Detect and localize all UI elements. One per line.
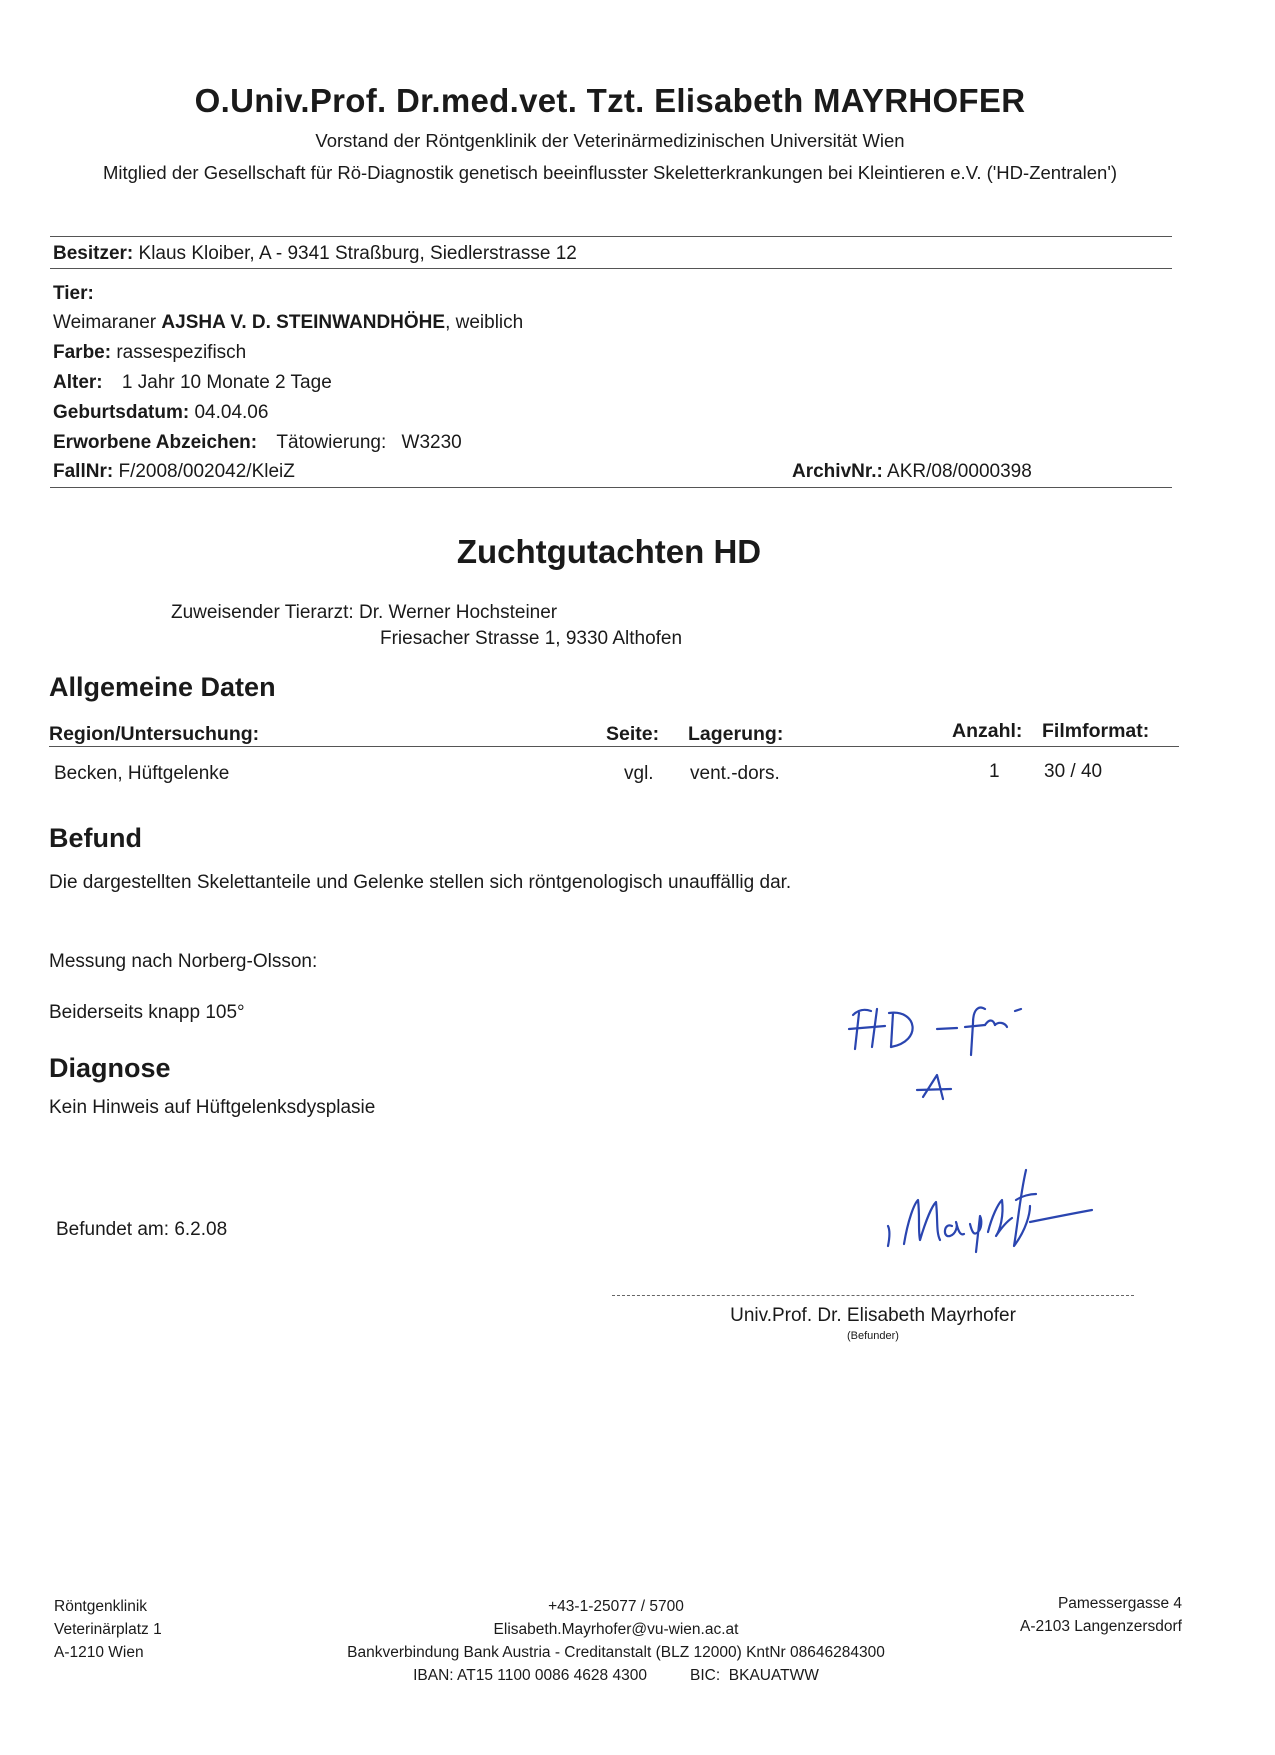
footer-clinic: Röntgenklinik: [54, 1598, 148, 1615]
findings-text: Die dargestellten Skelettanteile und Gelenke stellen sich röntgenologisch unauffällig dar.: [49, 872, 792, 893]
handwritten-note: [845, 995, 1065, 1125]
marks-line: [53, 432, 462, 454]
column-position: Lagerung:: [688, 723, 784, 745]
age-line: [53, 372, 332, 394]
dob-label: Geburtsdatum:: [53, 402, 190, 423]
footer-right: [950, 1592, 1182, 1638]
signer-name: Univ.Prof. Dr. Elisabeth Mayrhofer: [730, 1305, 1016, 1326]
measurement-label: Messung nach Norberg-Olsson:: [49, 951, 318, 972]
age-label: Alter:: [53, 372, 103, 393]
signer-role: (Befunder): [847, 1330, 899, 1342]
footer-city: A-1210 Wien: [54, 1644, 144, 1661]
row-region: Becken, Hüftgelenke: [54, 763, 230, 784]
column-side: Seite:: [606, 723, 660, 745]
row-position: vent.-dors.: [690, 763, 780, 784]
signature-line: [612, 1295, 1134, 1296]
footer-phone: +43-1-25077 / 5700: [548, 1598, 684, 1615]
measurement-value: Beiderseits knapp 105°: [49, 1002, 245, 1023]
column-film-format: Filmformat:: [1042, 720, 1150, 742]
footer-center: [256, 1595, 976, 1687]
case-value: F/2008/002042/KleiZ: [118, 461, 295, 482]
column-count: Anzahl:: [952, 720, 1023, 742]
footer-left: [54, 1595, 162, 1664]
footer-street: Veterinärplatz 1: [54, 1621, 162, 1638]
report-title: Zuchtgutachten HD: [456, 533, 762, 570]
color-label: Farbe:: [53, 342, 112, 363]
report-date-value: 6.2.08: [174, 1219, 228, 1240]
archive-label: ArchivNr.:: [792, 461, 883, 482]
animal-label: Tier:: [53, 283, 94, 304]
signature: [880, 1160, 1095, 1255]
diagnosis-text: Kein Hinweis auf Hüftgelenksdysplasie: [49, 1097, 376, 1118]
marks-value: W3230: [401, 432, 462, 453]
header-subtitle: Vorstand der Röntgenklinik der Veterinärmedizinischen Universität Wien: [315, 130, 905, 151]
row-count: 1: [989, 761, 1000, 782]
dob-value: 04.04.06: [194, 402, 269, 423]
referral-label-line: [171, 602, 557, 624]
animal-line: [53, 312, 523, 334]
footer-iban: IBAN: AT15 1100 0086 4628 4300 BIC: BKAUATWW: [413, 1667, 819, 1684]
footer-right-city: A-2103 Langenzersdorf: [1019, 1618, 1182, 1635]
table-header-divider: [49, 746, 1179, 747]
row-film-format: 30 / 40: [1044, 761, 1103, 782]
divider: [50, 487, 1172, 488]
referral-name: Dr. Werner Hochsteiner: [358, 602, 558, 623]
referral-label: Zuweisender Tierarzt:: [171, 602, 354, 623]
archive-line: [792, 461, 1032, 483]
column-region: Region/Untersuchung:: [49, 723, 260, 745]
header-membership: Mitglied der Gesellschaft für Rö-Diagnostik genetisch beeinflusster Skeletterkrankungen bei Kleintieren e.V. ('HD-Zentralen'): [102, 162, 1118, 183]
general-heading: Allgemeine Daten: [49, 672, 276, 702]
diagnosis-heading: Diagnose: [49, 1053, 171, 1083]
color-line: [53, 342, 246, 364]
case-label: FallNr:: [53, 461, 114, 482]
footer-email: Elisabeth.Mayrhofer@vu-wien.ac.at: [493, 1621, 739, 1638]
divider: [50, 268, 1172, 269]
owner-label: Besitzer:: [53, 243, 134, 264]
footer-bank: Bankverbindung Bank Austria - Creditanstalt (BLZ 12000) KntNr 08646284300: [347, 1644, 885, 1661]
row-side: vgl.: [624, 763, 654, 784]
animal-breed: Weimaraner: [53, 312, 157, 333]
divider: [50, 236, 1172, 237]
case-line: [53, 461, 295, 483]
color-value: rassespezifisch: [116, 342, 247, 363]
marks-type: Tätowierung:: [276, 432, 387, 453]
dob-line: [53, 402, 268, 424]
referral-address: Friesacher Strasse 1, 9330 Althofen: [380, 628, 683, 649]
findings-heading: Befund: [49, 823, 142, 853]
age-value: 1 Jahr 10 Monate 2 Tage: [121, 372, 332, 393]
footer-right-street: Pamessergasse 4: [1057, 1595, 1182, 1612]
archive-value: AKR/08/0000398: [887, 461, 1032, 482]
owner-value: Klaus Kloiber, A - 9341 Straßburg, Siedlerstrasse 12: [138, 243, 577, 264]
owner-line: [53, 243, 577, 265]
header-name: O.Univ.Prof. Dr.med.vet. Tzt. Elisabeth MAYRHOFER: [194, 82, 1026, 119]
report-date-line: [56, 1219, 227, 1241]
animal-name: AJSHA V. D. STEINWANDHÖHE: [161, 312, 446, 333]
animal-sex: , weiblich: [445, 312, 524, 333]
report-date-label: Befundet am:: [56, 1219, 170, 1240]
marks-label: Erworbene Abzeichen:: [53, 432, 258, 453]
